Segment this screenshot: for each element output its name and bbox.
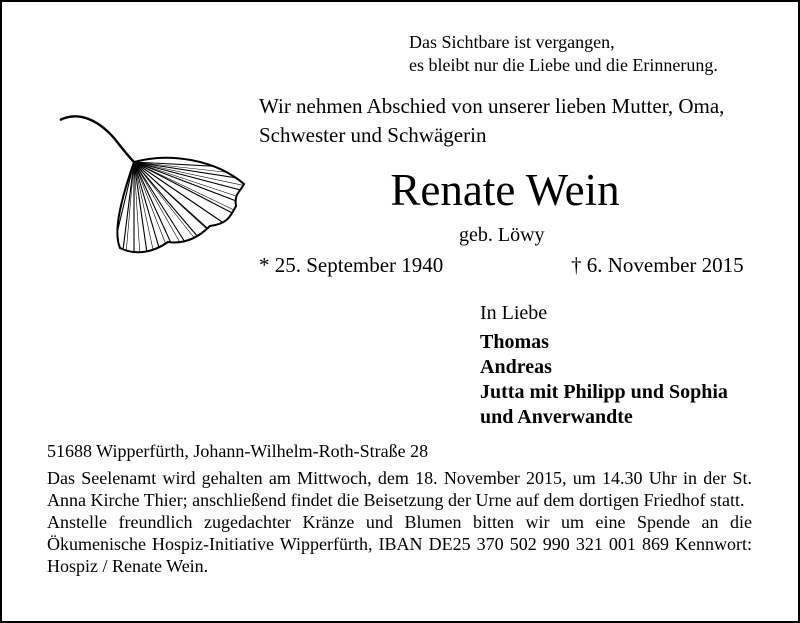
intro-line-1: Wir nehmen Abschied von unserer lieben Mutter, Oma, <box>259 94 725 118</box>
motto-line-1: Das Sichtbare ist vergangen, <box>409 32 615 52</box>
mourner-name: Thomas <box>480 331 549 353</box>
service-details <box>47 467 752 577</box>
family-address: 51688 Wipperfürth, Johann-Wilhelm-Roth-Straße 28 <box>47 441 429 461</box>
donation-request-text: Anstelle freundlich zugedachter Kränze und Blumen bitten wir um eine Spende an die Ökumenische Hospiz-Initiative Wipperfürth, IBAN DE25 370 502 990 321 001 869 Kennwort: Hospiz / Renate Wein. <box>47 512 752 576</box>
in-love-label: In Liebe <box>480 302 548 324</box>
deceased-name: Renate Wein <box>390 165 620 215</box>
farewell-intro <box>259 92 724 150</box>
motto-line-2: es bleibt nur die Liebe und die Erinnerung. <box>409 55 718 75</box>
mourner-name: und Anverwandte <box>480 406 633 428</box>
mourner-name: Jutta mit Philipp und Sophia <box>480 381 728 403</box>
funeral-service-text: Das Seelenamt wird gehalten am Mittwoch, dem 18. November 2015, um 14.30 Uhr in der St. Anna Kirche Thier; anschließend findet die Beisetzung der Urne auf dem dortigen Friedhof statt. <box>47 468 752 510</box>
birth-date: * 25. September 1940 <box>259 253 444 277</box>
intro-line-2: Schwester und Schwägerin <box>259 123 487 147</box>
birth-name: geb. Löwy <box>459 224 545 246</box>
motto <box>409 31 718 77</box>
mourner-name: Andreas <box>480 356 552 378</box>
death-date: † 6. November 2015 <box>571 253 744 277</box>
mourners-list <box>480 330 728 430</box>
